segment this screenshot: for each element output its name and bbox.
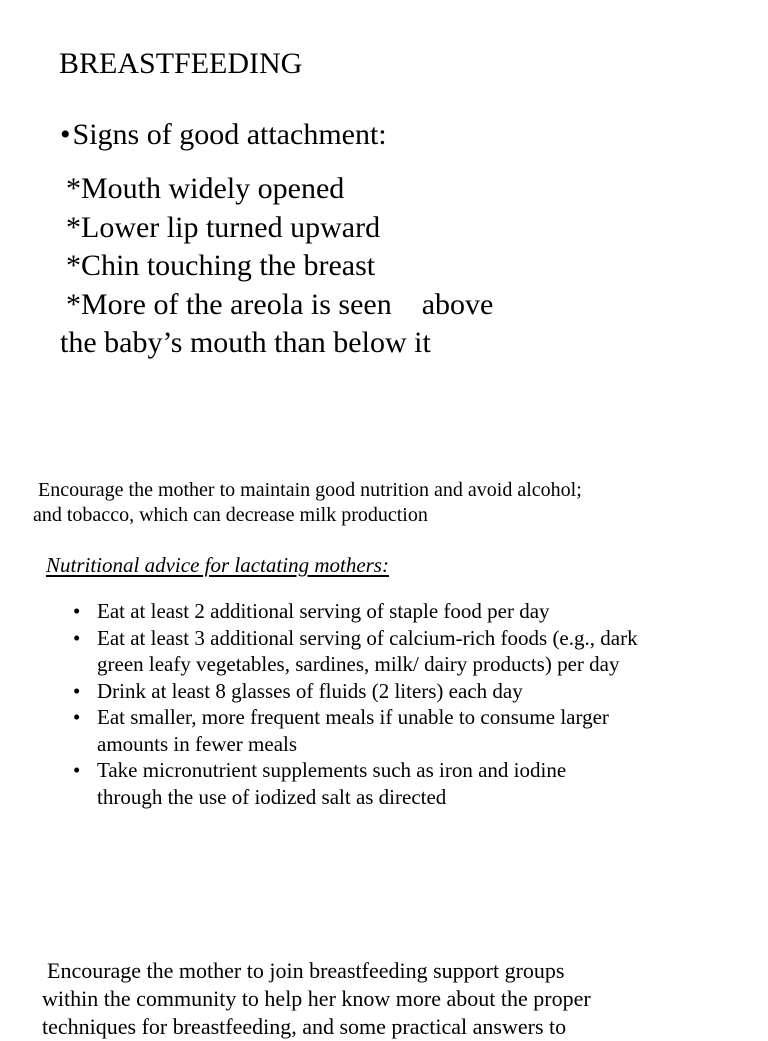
advice-item-line: Eat at least 2 additional serving of staple food per day (97, 599, 550, 623)
signs-heading (60, 115, 387, 155)
support-groups-paragraph (42, 957, 591, 1041)
page-title: BREASTFEEDING (59, 47, 303, 80)
signs-heading-text: Signs of good attachment: (72, 118, 387, 151)
bullet: • (73, 599, 81, 623)
bullet: • (73, 758, 81, 782)
sign-item: *More of the areola is seen above (66, 287, 494, 321)
advice-item (73, 678, 763, 705)
paragraph-line: Encourage the mother to maintain good nutrition and avoid alcohol; (38, 479, 582, 501)
advice-item-line: Eat smaller, more frequent meals if unable to consume larger (97, 705, 609, 729)
paragraph-line: and tobacco, which can decrease milk production (33, 504, 428, 526)
sign-item: *Chin touching the breast (66, 249, 376, 282)
advice-item-line: through the use of iodized salt as directed (97, 784, 447, 809)
encourage-nutrition-paragraph (33, 478, 582, 528)
advice-item (73, 704, 763, 757)
sign-item: *Mouth widely opened (66, 172, 345, 205)
advice-item-line: Take micronutrient supplements such as iron and iodine (97, 758, 567, 782)
advice-item-line: Drink at least 8 glasses of fluids (2 liters) each day (97, 678, 523, 703)
sign-item: *Lower lip turned upward (66, 210, 381, 244)
signs-list (60, 170, 493, 363)
paragraph-line: Encourage the mother to join breastfeeding support groups (47, 958, 565, 983)
advice-item (73, 757, 763, 810)
bullet: • (73, 625, 81, 650)
advice-item-line: amounts in fewer meals (97, 731, 298, 756)
paragraph-line: within the community to help her know more about the proper (42, 986, 591, 1011)
bullet: • (73, 705, 81, 729)
bullet: • (73, 678, 81, 703)
advice-heading: Nutritional advice for lactating mothers: (46, 553, 389, 577)
advice-item (73, 598, 763, 625)
bullet: • (60, 118, 71, 151)
advice-item (73, 625, 763, 678)
advice-list (73, 598, 763, 810)
advice-item-line: green leafy vegetables, sardines, milk/ dairy products) per day (97, 652, 620, 676)
advice-item-line: Eat at least 3 additional serving of calcium-rich foods (e.g., dark (97, 625, 638, 650)
sign-item-continuation: the baby’s mouth than below it (60, 326, 431, 359)
paragraph-line: techniques for breastfeeding, and some practical answers to (42, 1014, 567, 1039)
